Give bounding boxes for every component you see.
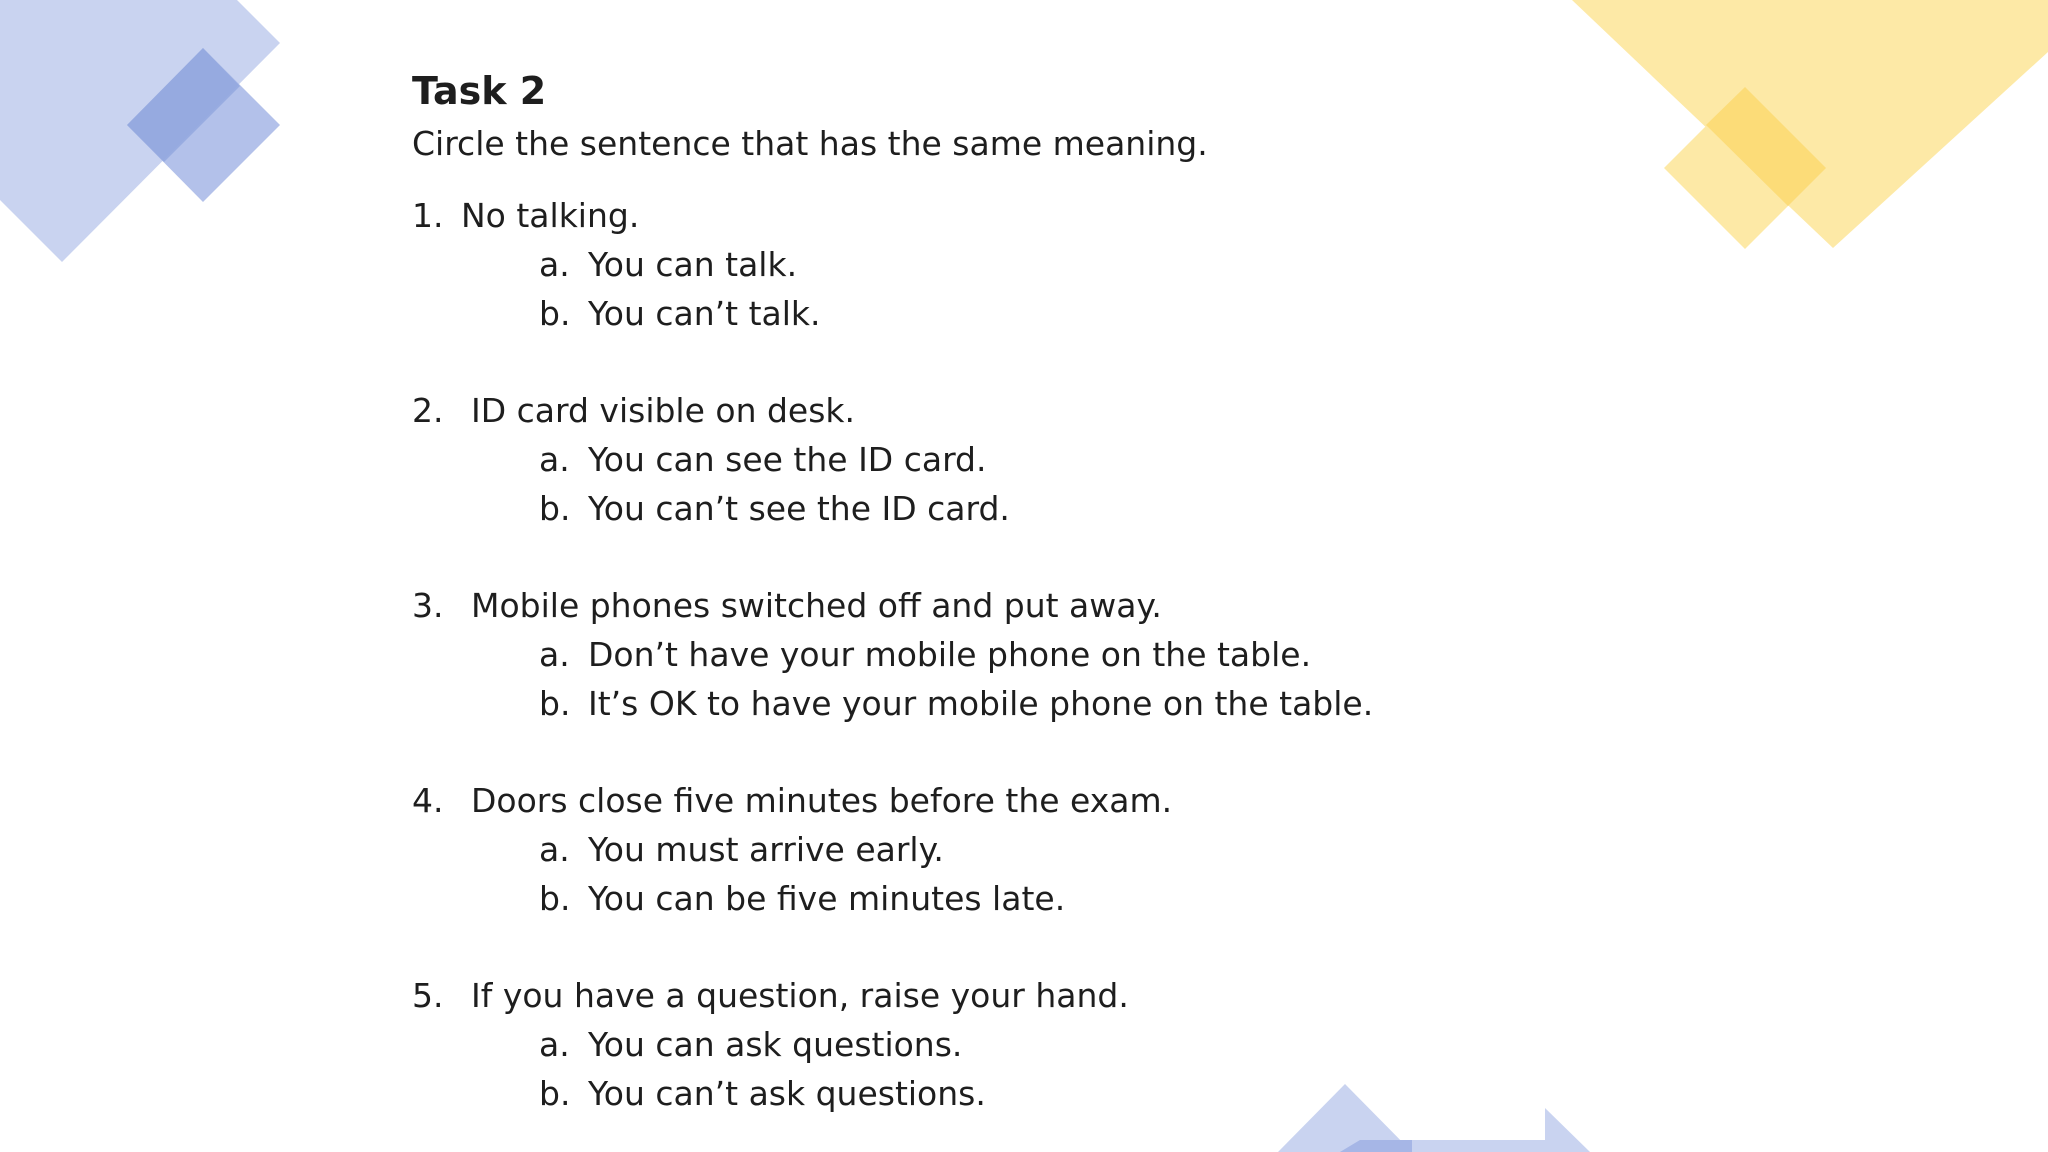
- option-text: You can see the ID card.: [588, 440, 987, 479]
- option-a[interactable]: [412, 435, 1612, 484]
- question-prompt: [412, 387, 1612, 435]
- option-letter: b.: [539, 489, 571, 528]
- question-list: [412, 192, 1612, 1152]
- option-letter: b.: [539, 294, 571, 333]
- option-letter: a.: [539, 830, 570, 869]
- option-letter: a.: [539, 1025, 570, 1064]
- question-3: [412, 582, 1612, 777]
- blue-diamond-overlap: [127, 48, 240, 162]
- option-text: You must arrive early.: [588, 830, 944, 869]
- option-letter: b.: [539, 1074, 571, 1113]
- worksheet: [412, 60, 1612, 1152]
- question-prompt: [412, 972, 1612, 1020]
- option-a[interactable]: [412, 825, 1612, 874]
- option-b[interactable]: [412, 874, 1612, 923]
- question-text: If you have a question, raise your hand.: [471, 976, 1129, 1015]
- blue-diamond-small: [127, 48, 280, 202]
- question-text: No talking.: [461, 196, 640, 235]
- option-text: Don’t have your mobile phone on the table.: [588, 635, 1312, 674]
- option-a[interactable]: [412, 1020, 1612, 1069]
- option-b[interactable]: [412, 289, 1612, 338]
- option-text: You can ask questions.: [588, 1025, 963, 1064]
- option-b[interactable]: [412, 484, 1612, 533]
- option-letter: a.: [539, 635, 570, 674]
- yellow-diamond-large: [1572, 0, 2048, 248]
- question-5: [412, 972, 1612, 1152]
- option-text: You can’t ask questions.: [588, 1074, 986, 1113]
- question-text: ID card visible on desk.: [471, 391, 856, 430]
- question-number: 1.: [412, 196, 444, 235]
- yellow-diamond-small: [1664, 87, 1826, 249]
- question-prompt: [412, 192, 1612, 240]
- option-letter: b.: [539, 684, 571, 723]
- option-text: It’s OK to have your mobile phone on the table.: [588, 684, 1374, 723]
- option-text: You can talk.: [588, 245, 798, 284]
- question-number: 4.: [412, 781, 444, 820]
- question-prompt: [412, 777, 1612, 825]
- option-a[interactable]: [412, 630, 1612, 679]
- option-a[interactable]: [412, 240, 1612, 289]
- blue-diamond-large: [0, 0, 280, 262]
- yellow-diamond-overlap: [1706, 87, 1826, 206]
- option-text: You can be five minutes late.: [588, 879, 1066, 918]
- question-4: [412, 777, 1612, 972]
- option-letter: a.: [539, 440, 570, 479]
- option-letter: a.: [539, 245, 570, 284]
- option-text: You can’t talk.: [588, 294, 821, 333]
- question-text: Mobile phones switched off and put away.: [471, 586, 1162, 625]
- task-instruction: Circle the sentence that has the same meaning.: [412, 124, 1208, 163]
- task-title: Task 2: [412, 69, 547, 113]
- question-number: 3.: [412, 586, 444, 625]
- question-text: Doors close five minutes before the exam.: [471, 781, 1173, 820]
- question-number: 5.: [412, 976, 444, 1015]
- option-b[interactable]: [412, 1069, 1612, 1118]
- question-number: 2.: [412, 391, 444, 430]
- option-letter: b.: [539, 879, 571, 918]
- question-1: [412, 192, 1612, 387]
- question-prompt: [412, 582, 1612, 630]
- question-2: [412, 387, 1612, 582]
- option-b[interactable]: [412, 679, 1612, 728]
- option-text: You can’t see the ID card.: [588, 489, 1010, 528]
